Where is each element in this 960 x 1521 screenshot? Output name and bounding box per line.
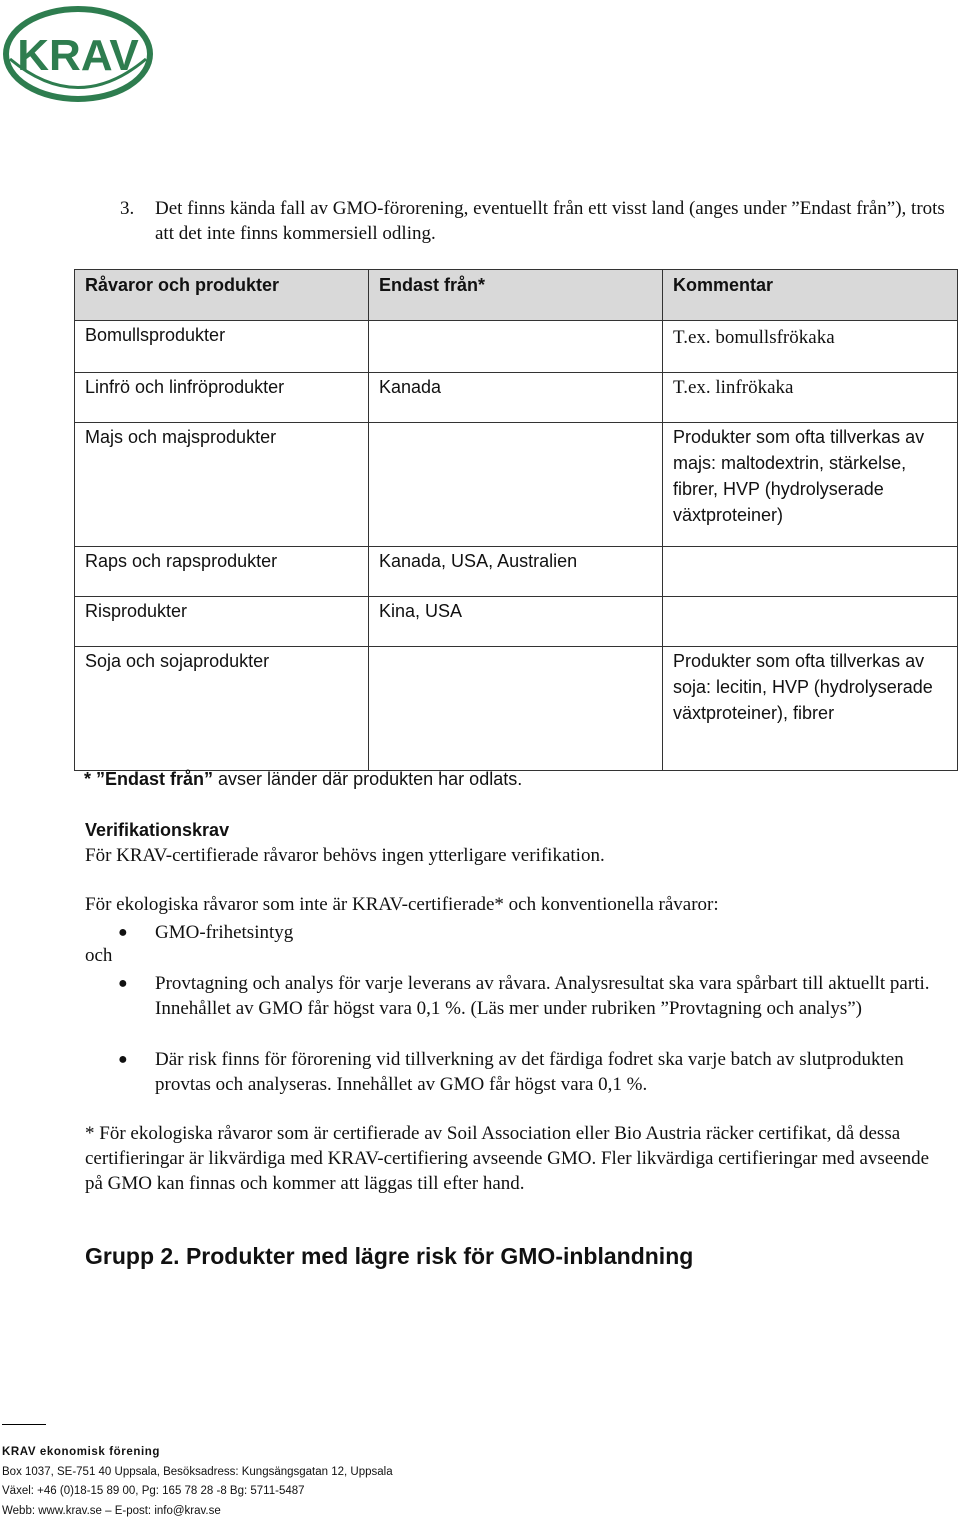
footnote-rest: avser länder där produkten har odlats. (213, 769, 523, 789)
footer-web: Webb: www.krav.se – E-post: info@krav.se (2, 1505, 221, 1517)
cell-comment (663, 597, 958, 647)
footer-address: Box 1037, SE-751 40 Uppsala, Besöksadress: Kungsängsgatan 12, Uppsala (2, 1466, 393, 1478)
header-origin: Endast från* (369, 270, 663, 321)
conjunction: och (85, 945, 113, 966)
bullet-icon: ● (118, 924, 128, 941)
cell-comment: T.ex. linfrökaka (663, 373, 958, 423)
certification-note: * För ekologiska råvaror som är certifierade av Soil Association eller Bio Austria räcker certifikat, då dessa certifieringar är likvärdiga med KRAV-certifiering avseende GMO. Fler likvärdiga certifieringar med avseende på GMO kan finnas och kommer att läggas till efter hand. (85, 1123, 930, 1194)
logo-text: KRAV (17, 31, 139, 80)
item-number: 3. (120, 198, 135, 219)
eco-intro: För ekologiska råvaror som inte är KRAV-certifierade* och konventionella råvaror: (85, 894, 719, 915)
table-row (75, 321, 958, 373)
footer-phone: Växel: +46 (0)18-15 89 00, Pg: 165 78 28 -8 Bg: 5711-5487 (2, 1485, 305, 1497)
verification-title: Verifikationskrav (85, 820, 230, 840)
table-footnote (84, 769, 522, 790)
bullet-text: GMO-frihetsintyg (155, 922, 294, 943)
cell-origin: Kanada (369, 373, 663, 423)
verification-text: För KRAV-certifierade råvaror behövs ingen ytterligare verifikation. (85, 845, 605, 866)
cell-origin: Kanada, USA, Australien (369, 547, 663, 597)
bullet-icon: ● (118, 975, 128, 992)
footnote-prefix: * ”Endast från” (84, 769, 214, 789)
cell-comment: Produkter som ofta tillverkas av soja: lecitin, HVP (hydrolyserade växtproteiner), fibrer (663, 647, 958, 771)
cell-origin (369, 321, 663, 373)
item-text: Det finns kända fall av GMO-förorening, eventuellt från ett visst land (anges under ”Endast från”), trots att det inte finns kommersiell odling. (155, 198, 945, 244)
table-row (75, 373, 958, 423)
cell-comment (663, 547, 958, 597)
cell-product: Soja och sojaprodukter (75, 647, 369, 771)
cell-product: Bomullsprodukter (75, 321, 369, 373)
header-comment: Kommentar (663, 270, 958, 321)
cell-comment: Produkter som ofta tillverkas av majs: maltodextrin, stärkelse, fibrer, HVP (hydrolyserade växtproteiner) (663, 423, 958, 547)
table-row (75, 547, 958, 597)
footer-divider (2, 1424, 46, 1425)
header-products: Råvaror och produkter (75, 270, 369, 321)
gmo-risk-table (74, 269, 958, 771)
cell-product: Majs och majsprodukter (75, 423, 369, 547)
cell-origin (369, 647, 663, 771)
bullet-text: Provtagning och analys för varje leverans av råvara. Analysresultat ska vara spårbart till aktuellt parti. Innehållet av GMO får högst vara 0,1 %. (Läs mer under rubriken ”Provtagning och analys”) (155, 973, 930, 1019)
cell-origin (369, 423, 663, 547)
cell-product: Linfrö och linfröprodukter (75, 373, 369, 423)
cell-origin: Kina, USA (369, 597, 663, 647)
bullet-text: Där risk finns för förorening vid tillverkning av det färdiga fodret ska varje batch av slutprodukten provtas och analyseras. Innehållet av GMO får högst vara 0,1 %. (155, 1049, 904, 1095)
cell-product: Raps och rapsprodukter (75, 547, 369, 597)
group-heading: Grupp 2. Produkter med lägre risk för GMO-inblandning (85, 1243, 694, 1269)
table-row (75, 597, 958, 647)
table-header-row (75, 270, 958, 321)
table-row (75, 647, 958, 771)
footer-org: KRAV ekonomisk förening (2, 1446, 160, 1458)
cell-comment: T.ex. bomullsfrökaka (663, 321, 958, 373)
cell-product: Risprodukter (75, 597, 369, 647)
table-row (75, 423, 958, 547)
krav-logo (2, 4, 154, 104)
bullet-icon: ● (118, 1051, 128, 1068)
